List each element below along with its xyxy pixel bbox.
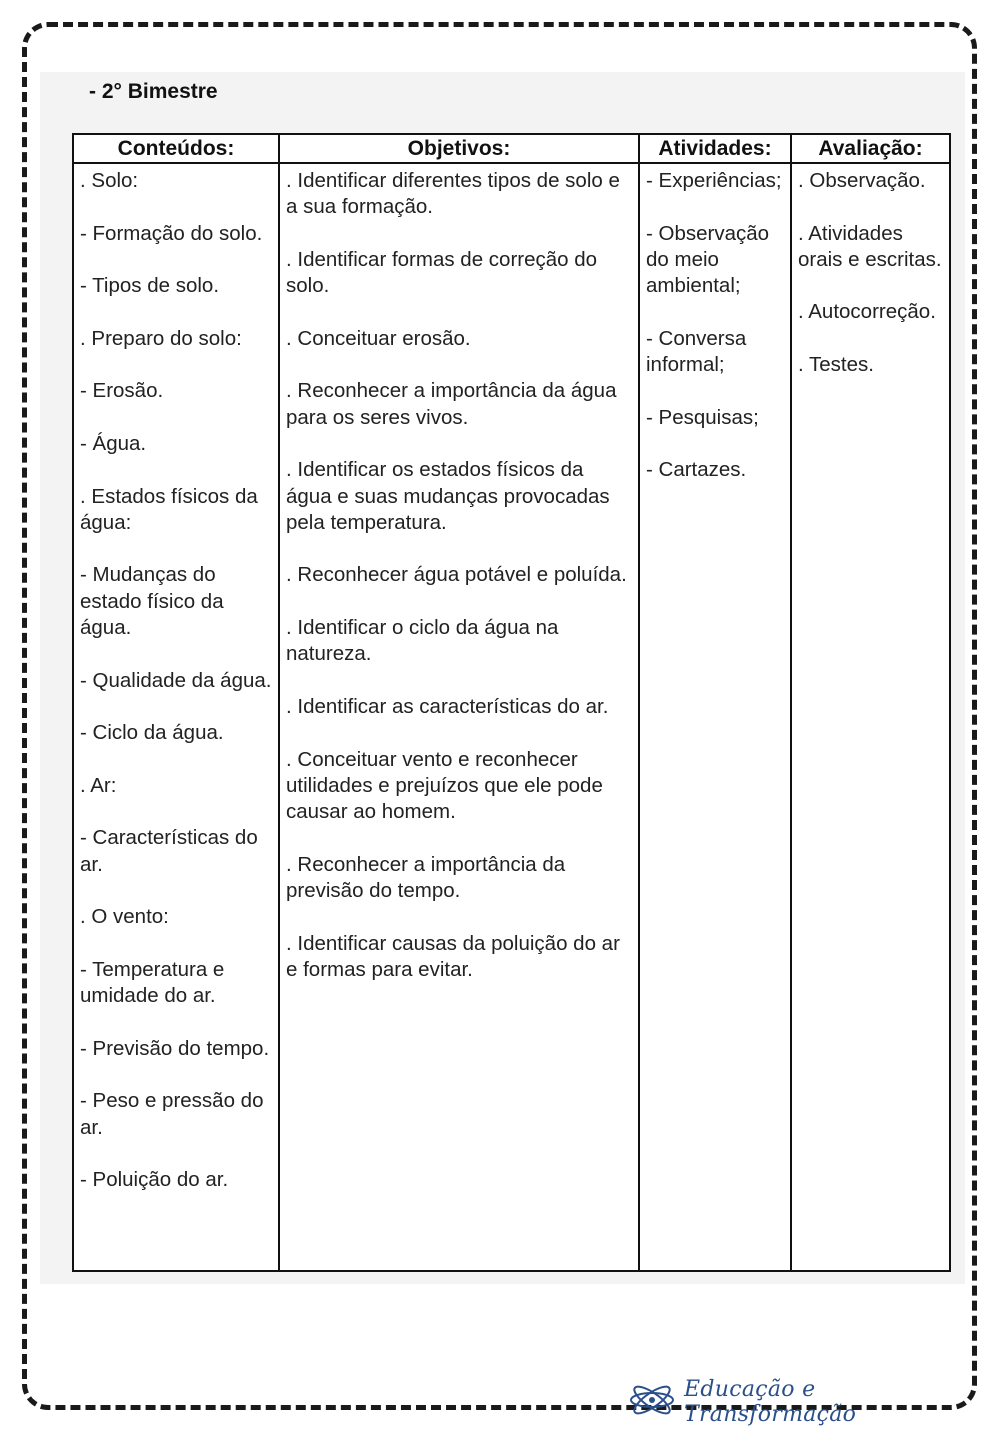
list-item: . Identificar causas da poluição do ar e formas para evitar. bbox=[286, 931, 620, 981]
conteudos-cell bbox=[73, 163, 279, 1271]
list-item: - Água. bbox=[80, 431, 147, 455]
list-item: . Identificar o ciclo da água na natureza. bbox=[286, 616, 559, 666]
list-item: . Solo: bbox=[80, 169, 139, 192]
list-item: - Pesquisas; bbox=[646, 405, 759, 429]
header-conteudos: Conteúdos: bbox=[73, 134, 279, 163]
list-item: - Ciclo da água. bbox=[80, 721, 224, 745]
list-item: - Peso e pressão do ar. bbox=[80, 1089, 264, 1139]
header-avaliacao: Avaliação: bbox=[791, 134, 950, 163]
list-item: . Ar: bbox=[80, 773, 117, 797]
list-item: - Temperatura e umidade do ar. bbox=[80, 957, 225, 1008]
list-item: - Experiências; bbox=[646, 169, 782, 192]
avaliacao-cell bbox=[791, 163, 950, 1271]
list-item: - Erosão. bbox=[80, 379, 164, 403]
list-item: . Identificar diferentes tipos de solo e a sua formação. bbox=[286, 169, 620, 219]
list-item: - Conversa informal; bbox=[646, 326, 747, 377]
list-item: . Testes. bbox=[798, 353, 874, 377]
objetivos-cell bbox=[279, 163, 639, 1271]
list-item: - Formação do solo. bbox=[80, 221, 263, 245]
list-item: . Identificar formas de correção do solo. bbox=[286, 247, 598, 298]
lesson-plan-table bbox=[72, 133, 951, 1272]
table-header-row bbox=[73, 134, 950, 163]
logo-text: Educação e Transformação bbox=[684, 1377, 857, 1427]
list-item: . Reconhecer água potável e poluída. bbox=[286, 563, 627, 587]
list-item: . Reconhecer a importância da água para os seres vivos. bbox=[286, 379, 617, 429]
atom-icon bbox=[628, 1383, 676, 1422]
list-item: . Observação. bbox=[798, 169, 926, 192]
list-item: - Previsão do tempo. bbox=[80, 1036, 270, 1060]
list-item: - Tipos de solo. bbox=[80, 274, 220, 298]
brand-logo bbox=[628, 1377, 948, 1427]
list-item: . Conceituar erosão. bbox=[286, 326, 471, 350]
atividades-cell bbox=[639, 163, 791, 1271]
header-atividades: Atividades: bbox=[639, 134, 791, 163]
list-item: . O vento: bbox=[80, 905, 169, 929]
list-item: - Mudanças do estado físico da água. bbox=[80, 563, 224, 640]
list-item: . Preparo do solo: bbox=[80, 326, 242, 350]
list-item: - Poluição do ar. bbox=[80, 1168, 229, 1192]
header-objetivos: Objetivos: bbox=[279, 134, 639, 163]
list-item: - Cartazes. bbox=[646, 458, 747, 482]
section-heading: - 2° Bimestre bbox=[89, 80, 218, 103]
table-row bbox=[73, 163, 950, 1271]
list-item: . Conceituar vento e reconhecer utilidades e prejuízos que ele pode causar ao homem. bbox=[286, 747, 603, 824]
list-item: . Autocorreção. bbox=[798, 300, 936, 324]
list-item: . Estados físicos da água: bbox=[80, 484, 258, 534]
list-item: - Observação do meio ambiental; bbox=[646, 221, 770, 298]
list-item: - Qualidade da água. bbox=[80, 668, 272, 692]
list-item: . Reconhecer a importância da previsão do tempo. bbox=[286, 852, 566, 903]
list-item: - Características do ar. bbox=[80, 826, 258, 876]
list-item: . Atividades orais e escritas. bbox=[798, 221, 942, 271]
list-item: . Identificar os estados físicos da água e suas mudanças provocadas pela temperatura. bbox=[286, 458, 610, 534]
list-item: . Identificar as características do ar. bbox=[286, 694, 609, 718]
